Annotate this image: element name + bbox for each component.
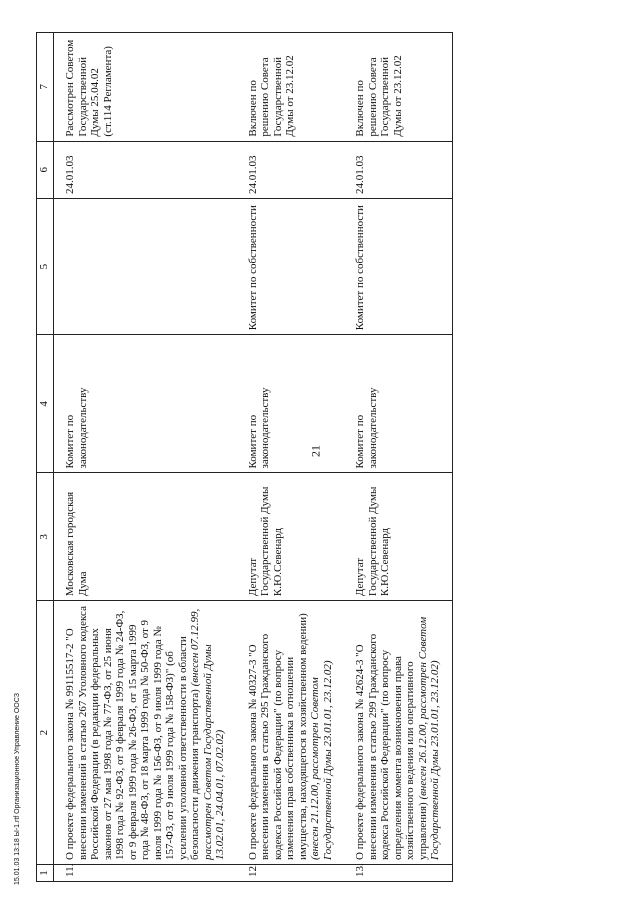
bill-status: Включен по решению Совета Государственной Думы от 23.12.02 <box>237 33 345 142</box>
bill-note: (внесен 21.12.00, рассмотрен Советом Государственной Думы 23.01.01, 23.12.02) <box>309 660 334 860</box>
co-committee: Комитет по собственности <box>237 199 345 335</box>
column-number: 2 <box>37 601 54 865</box>
table-row <box>237 33 345 882</box>
column-number: 6 <box>37 141 54 198</box>
bill-status: Включен по решению Совета Государственной Думы от 23.12.02 <box>344 33 452 142</box>
column-number: 4 <box>37 335 54 473</box>
bill-description <box>237 601 345 865</box>
column-number: 5 <box>37 199 54 335</box>
column-number: 7 <box>37 33 54 142</box>
bill-author: Московская городская Дума <box>54 473 237 601</box>
co-committee <box>54 199 237 335</box>
row-number: 13. <box>344 864 452 881</box>
bill-author: Депутат Государственной Думы К.Ю.Севенард <box>344 473 452 601</box>
responsible-committee: Комитет по законодательству <box>344 335 452 473</box>
bill-title: О проекте федерального закона № 42624-3 "О внесении изменения в статью 299 Гражданского кодекса Российской Федерации" (по вопросу определения момента возникновения права хозяйственного ведения или оперативного управления) <box>354 633 429 860</box>
review-date: 24.01.03 <box>54 141 237 198</box>
responsible-committee: Комитет по законодательству <box>237 335 345 473</box>
bill-note: (внесен 07.12.99, рассмотрен Советом Государственной Думы 13.02.01, 24.04.01, 07.02.02) <box>189 608 226 860</box>
agenda-table-rotated <box>36 32 630 882</box>
bill-title: О проекте федерального закона № 99115517-2 "О внесении изменений в статью 267 Уголовного кодекса Российской Федерации (в редакции федеральных законов от 27 мая 1998 года № 77-ФЗ, от 25 июня 1998 года № 92-ФЗ, от 9 февраля 1999 года № 24-ФЗ, от 9 февраля 1999 года № 26-ФЗ, от 15 марта 1999 года № 48-ФЗ, от 18 марта 1999 года № 50-ФЗ, от 9 июля 1999 года № 156-ФЗ, от 9 июля 1999 года № 157-ФЗ, от 9 июля 1999 года № 158-ФЗ)" (об усилении уголовной ответственности в области безопасности движения транспорта) <box>64 606 201 860</box>
bill-title: О проекте федерального закона № 40327-3 "О внесении изменения в статью 295 Гражданского кодекса Российской Федерации" (по вопросу изменения прав собственника в отношении имущества, находящегося в хозяйственном ведении) <box>246 613 309 860</box>
column-number: 1 <box>37 864 54 881</box>
agenda-table <box>36 32 453 882</box>
bill-note: (внесен 26.12.00, рассмотрен Советом Государственной Думы 23.01.01, 23.12.02) <box>416 616 441 860</box>
bill-description <box>54 601 237 865</box>
review-date: 24.01.03 <box>237 141 345 198</box>
bill-status: Рассмотрен Советом Государственной Думы 25.04.02 (ст.114 Регламента) <box>54 33 237 142</box>
table-row <box>344 33 452 882</box>
review-date: 24.01.03 <box>344 141 452 198</box>
table-row <box>54 33 237 882</box>
responsible-committee: Комитет по законодательству <box>54 335 237 473</box>
footer: 15.01.03 13:18 Ы-1.rtf Организационное Управление ООСЗ <box>14 693 21 885</box>
column-number-row <box>37 33 54 882</box>
bill-description <box>344 601 452 865</box>
page-number: 21 <box>308 445 323 457</box>
row-number: 12. <box>237 864 345 881</box>
column-number: 3 <box>37 473 54 601</box>
co-committee: Комитет по собственности <box>344 199 452 335</box>
bill-author: Депутат Государственной Думы К.Ю.Севенард <box>237 473 345 601</box>
row-number: 11. <box>54 864 237 881</box>
